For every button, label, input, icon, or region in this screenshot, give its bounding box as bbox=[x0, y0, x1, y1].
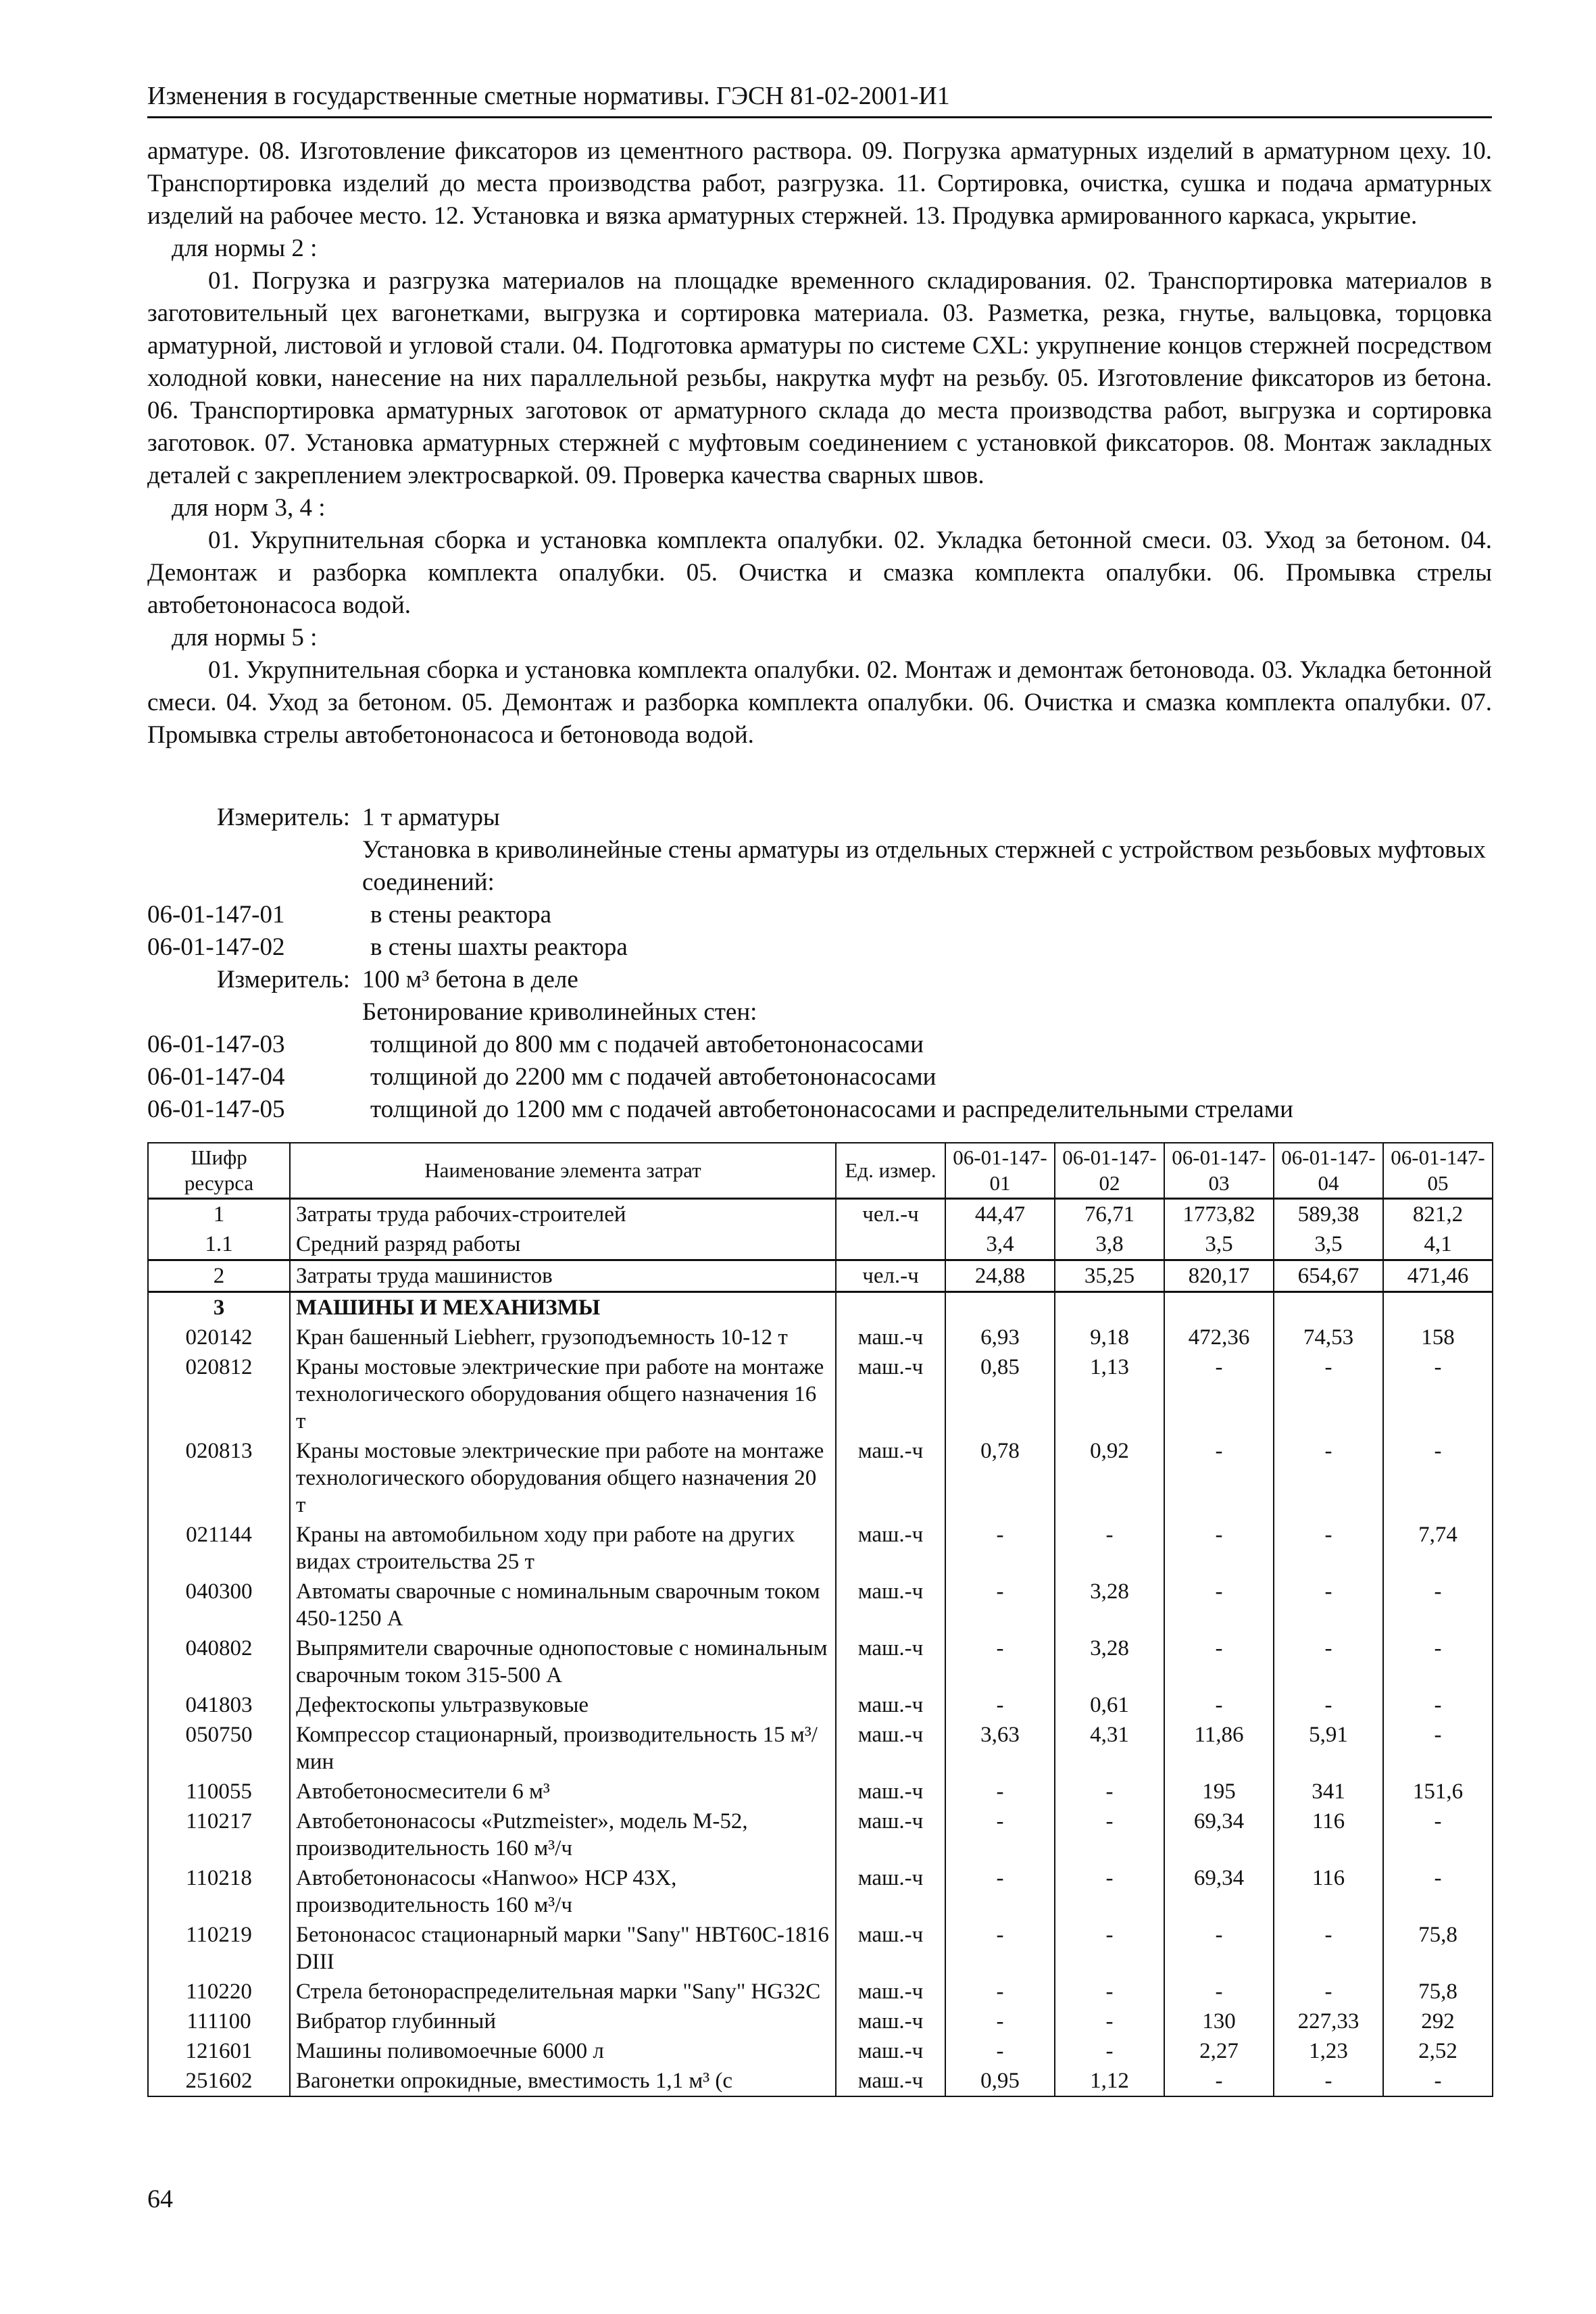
paragraph: 01. Укрупнительная сборка и установка комплекта опалубки. 02. Укладка бетонной смеси. 03. Уход за бетоном. 04. Демонтаж и разборка комплекта опалубки. 05. Очистка и смазка комплекта опалубки. 06. Промывка стрелы автобетононасоса водой. bbox=[147, 526, 1492, 619]
value-cell: - bbox=[1383, 1690, 1493, 1720]
unit-cell bbox=[836, 1292, 945, 1323]
table-row bbox=[148, 1777, 1493, 1806]
norm-label: для норм 3, 4 : bbox=[172, 494, 326, 522]
norm-code: 06-01-147-01 bbox=[147, 901, 285, 929]
resource-code-cell: 040300 bbox=[148, 1577, 290, 1633]
value-cell: - bbox=[1383, 2066, 1493, 2096]
unit-cell: маш.-ч bbox=[836, 1520, 945, 1577]
unit-cell: маш.-ч bbox=[836, 1690, 945, 1720]
value-cell: 292 bbox=[1383, 2007, 1493, 2036]
table-row bbox=[148, 1520, 1493, 1577]
value-cell: - bbox=[1383, 1436, 1493, 1520]
resource-code-cell: 020812 bbox=[148, 1352, 290, 1436]
value-cell: 3,4 bbox=[945, 1229, 1055, 1260]
unit-cell: маш.-ч bbox=[836, 1777, 945, 1806]
value-cell: 472,36 bbox=[1164, 1323, 1274, 1352]
resource-name-cell: Компрессор стационарный, производительность 15 м³/мин bbox=[290, 1720, 836, 1777]
value-cell: - bbox=[1383, 1577, 1493, 1633]
value-cell: - bbox=[1055, 1520, 1164, 1577]
resource-name-cell: Краны мостовые электрические при работе на монтаже технологического оборудования общего назначения 20 т bbox=[290, 1436, 836, 1520]
table-row bbox=[148, 1199, 1493, 1230]
unit-cell: маш.-ч bbox=[836, 1806, 945, 1863]
page-number: 64 bbox=[147, 2185, 173, 2213]
norm-row bbox=[147, 899, 1492, 931]
value-cell: 130 bbox=[1164, 2007, 1274, 2036]
value-cell: 7,74 bbox=[1383, 1520, 1493, 1577]
value-cell: 76,71 bbox=[1055, 1199, 1164, 1230]
measure-label: Измеритель: bbox=[216, 804, 350, 831]
norm-row bbox=[147, 1029, 1492, 1061]
value-cell: - bbox=[945, 1520, 1055, 1577]
resource-code-cell: 121601 bbox=[148, 2036, 290, 2066]
resource-code-cell: 110217 bbox=[148, 1806, 290, 1863]
value-cell: - bbox=[945, 1806, 1055, 1863]
resource-code-cell: 040802 bbox=[148, 1633, 290, 1690]
unit-cell: маш.-ч bbox=[836, 1577, 945, 1633]
value-cell: 1773,82 bbox=[1164, 1199, 1274, 1230]
unit-cell: маш.-ч bbox=[836, 1720, 945, 1777]
value-cell: - bbox=[945, 1690, 1055, 1720]
value-cell: 1,12 bbox=[1055, 2066, 1164, 2096]
norm-description: в стены реактора bbox=[370, 901, 552, 929]
unit-cell: маш.-ч bbox=[836, 1863, 945, 1920]
value-cell: 44,47 bbox=[945, 1199, 1055, 1230]
value-cell: 151,6 bbox=[1383, 1777, 1493, 1806]
measure-row bbox=[147, 964, 1492, 996]
unit-cell: маш.-ч bbox=[836, 1920, 945, 1977]
table-row bbox=[148, 1977, 1493, 2007]
norm-code: 06-01-147-04 bbox=[147, 1063, 285, 1091]
value-cell: 821,2 bbox=[1383, 1199, 1493, 1230]
resource-name-cell: Бетононасос стационарный марки "Sany" HBT60C-1816 DIII bbox=[290, 1920, 836, 1977]
value-cell: 0,92 bbox=[1055, 1436, 1164, 1520]
value-cell bbox=[1164, 1292, 1274, 1323]
table-row bbox=[148, 1633, 1493, 1690]
resource-code-cell: 041803 bbox=[148, 1690, 290, 1720]
value-cell: - bbox=[1383, 1863, 1493, 1920]
value-cell: 2,52 bbox=[1383, 2036, 1493, 2066]
measure-title-row bbox=[147, 834, 1492, 899]
value-cell: - bbox=[1274, 1920, 1383, 1977]
unit-cell: маш.-ч bbox=[836, 2036, 945, 2066]
measure-title: Бетонирование криволинейных стен: bbox=[362, 998, 757, 1026]
value-cell: - bbox=[1055, 1977, 1164, 2007]
value-cell: 35,25 bbox=[1055, 1260, 1164, 1292]
resource-code-cell: 251602 bbox=[148, 2066, 290, 2096]
resource-code-cell: 021144 bbox=[148, 1520, 290, 1577]
value-cell: - bbox=[1164, 1436, 1274, 1520]
value-cell: 4,31 bbox=[1055, 1720, 1164, 1777]
value-cell: - bbox=[1055, 1777, 1164, 1806]
value-cell: - bbox=[1274, 1520, 1383, 1577]
measure-label: Измеритель: bbox=[216, 966, 350, 993]
value-cell: 0,85 bbox=[945, 1352, 1055, 1436]
value-cell: - bbox=[1164, 1977, 1274, 2007]
value-cell: - bbox=[1055, 2036, 1164, 2066]
value-cell: - bbox=[1274, 1436, 1383, 1520]
value-cell: - bbox=[1274, 2066, 1383, 2096]
resource-name-cell: Автоматы сварочные с номинальным сварочным током 450-1250 А bbox=[290, 1577, 836, 1633]
value-cell: 74,53 bbox=[1274, 1323, 1383, 1352]
table-header-row bbox=[148, 1143, 1493, 1199]
norm-code: 06-01-147-05 bbox=[147, 1096, 285, 1123]
value-cell: - bbox=[945, 1577, 1055, 1633]
value-cell: 1,13 bbox=[1055, 1352, 1164, 1436]
value-cell: 24,88 bbox=[945, 1260, 1055, 1292]
value-cell: - bbox=[1274, 1577, 1383, 1633]
table-row bbox=[148, 1806, 1493, 1863]
table-row bbox=[148, 1260, 1493, 1292]
value-cell: - bbox=[1164, 1920, 1274, 1977]
resource-name-cell: Автобетоносмесители 6 м³ bbox=[290, 1777, 836, 1806]
value-cell: - bbox=[1164, 1690, 1274, 1720]
resource-code-cell: 1.1 bbox=[148, 1229, 290, 1260]
value-cell: - bbox=[1164, 1352, 1274, 1436]
norm-description: толщиной до 800 мм с подачей автобетононасосами bbox=[370, 1031, 924, 1058]
value-cell: - bbox=[945, 1863, 1055, 1920]
measure-title: Установка в криволинейные стены арматуры из отдельных стержней с устройством резьбовых муфтовых соединений: bbox=[362, 836, 1486, 896]
measures-block bbox=[147, 802, 1492, 1126]
header-cell: 06-01-147-01 bbox=[945, 1143, 1055, 1199]
value-cell: 11,86 bbox=[1164, 1720, 1274, 1777]
value-cell: - bbox=[1164, 1633, 1274, 1690]
table-row bbox=[148, 1229, 1493, 1260]
table-row bbox=[148, 1863, 1493, 1920]
header-cell: Шифр ресурса bbox=[148, 1143, 290, 1199]
value-cell: 471,46 bbox=[1383, 1260, 1493, 1292]
table-row bbox=[148, 1323, 1493, 1352]
work-description bbox=[147, 135, 1492, 752]
value-cell: 116 bbox=[1274, 1806, 1383, 1863]
value-cell: 69,34 bbox=[1164, 1863, 1274, 1920]
resource-code-cell: 110219 bbox=[148, 1920, 290, 1977]
value-cell: - bbox=[945, 1633, 1055, 1690]
table-body bbox=[148, 1199, 1493, 2097]
table-row bbox=[148, 1720, 1493, 1777]
value-cell: - bbox=[945, 2036, 1055, 2066]
value-cell: 5,91 bbox=[1274, 1720, 1383, 1777]
norm-label: для нормы 5 : bbox=[172, 624, 318, 651]
value-cell: - bbox=[1383, 1633, 1493, 1690]
value-cell: 3,63 bbox=[945, 1720, 1055, 1777]
value-cell: - bbox=[1055, 2007, 1164, 2036]
value-cell: - bbox=[1055, 1806, 1164, 1863]
unit-cell: маш.-ч bbox=[836, 1977, 945, 2007]
paragraph: арматуре. 08. Изготовление фиксаторов из цементного раствора. 09. Погрузка арматурных изделий в арматурном цеху. 10. Транспортировка изделий до места производства работ, разгрузка. 11. Сортировка, очистка, сушка и подача арматурных изделий на рабочее место. 12. Установка и вязка арматурных стержней. 13. Продувка армированного каркаса, укрытие. bbox=[147, 137, 1492, 230]
table-row bbox=[148, 1352, 1493, 1436]
header-cell: Ед. измер. bbox=[836, 1143, 945, 1199]
value-cell: - bbox=[945, 2007, 1055, 2036]
header-cell: 06-01-147-04 bbox=[1274, 1143, 1383, 1199]
header-cell: Наименование элемента затрат bbox=[290, 1143, 836, 1199]
resource-table-wrap bbox=[147, 1142, 1492, 2097]
value-cell: 158 bbox=[1383, 1323, 1493, 1352]
value-cell: - bbox=[945, 1977, 1055, 2007]
norm-row bbox=[147, 931, 1492, 964]
value-cell: 6,93 bbox=[945, 1323, 1055, 1352]
resource-name-cell: Выпрямители сварочные однопостовые с номинальным сварочным током 315-500 А bbox=[290, 1633, 836, 1690]
paragraph: 01. Укрупнительная сборка и установка комплекта опалубки. 02. Монтаж и демонтаж бетоновода. 03. Укладка бетонной смеси. 04. Уход за бетоном. 05. Демонтаж и разборка комплекта опалубки. 06. Очистка и смазка комплекта опалубки. 07. Промывка стрелы автобетононасоса и бетоновода водой. bbox=[147, 656, 1492, 749]
unit-cell: маш.-ч bbox=[836, 1633, 945, 1690]
value-cell: - bbox=[1383, 1806, 1493, 1863]
resource-name-cell: Затраты труда рабочих-строителей bbox=[290, 1199, 836, 1230]
value-cell: 0,61 bbox=[1055, 1690, 1164, 1720]
value-cell: 3,5 bbox=[1164, 1229, 1274, 1260]
unit-cell: маш.-ч bbox=[836, 2066, 945, 2096]
value-cell bbox=[945, 1292, 1055, 1323]
value-cell: 2,27 bbox=[1164, 2036, 1274, 2066]
value-cell: - bbox=[1164, 1520, 1274, 1577]
table-row bbox=[148, 1577, 1493, 1633]
table-row bbox=[148, 2007, 1493, 2036]
resource-name-cell: Краны мостовые электрические при работе на монтаже технологического оборудования общего назначения 16 т bbox=[290, 1352, 836, 1436]
table-row bbox=[148, 2066, 1493, 2096]
table-row bbox=[148, 1920, 1493, 1977]
value-cell: 0,95 bbox=[945, 2066, 1055, 2096]
unit-cell: чел.-ч bbox=[836, 1260, 945, 1292]
resource-name-cell: Автобетононасосы «Putzmeister», модель М-52, производительность 160 м³/ч bbox=[290, 1806, 836, 1863]
norm-description: толщиной до 2200 мм с подачей автобетононасосами bbox=[370, 1063, 937, 1091]
resource-name-cell: Краны на автомобильном ходу при работе на других видах строительства 25 т bbox=[290, 1520, 836, 1577]
value-cell: - bbox=[1274, 1633, 1383, 1690]
value-cell: 195 bbox=[1164, 1777, 1274, 1806]
norm-row bbox=[147, 1093, 1492, 1126]
resource-name-cell: Стрела бетонораспределительная марки "Sany" HG32C bbox=[290, 1977, 836, 2007]
value-cell: 820,17 bbox=[1164, 1260, 1274, 1292]
norm-description: в стены шахты реактора bbox=[370, 933, 628, 961]
value-cell: 9,18 bbox=[1055, 1323, 1164, 1352]
value-cell: 589,38 bbox=[1274, 1199, 1383, 1230]
running-header: Изменения в государственные сметные нормативы. ГЭСН 81-02-2001-И1 bbox=[147, 82, 950, 110]
resource-code-cell: 020142 bbox=[148, 1323, 290, 1352]
unit-cell: маш.-ч bbox=[836, 2007, 945, 2036]
value-cell: 116 bbox=[1274, 1863, 1383, 1920]
value-cell bbox=[1383, 1292, 1493, 1323]
value-cell: 3,5 bbox=[1274, 1229, 1383, 1260]
resource-name-cell: Средний разряд работы bbox=[290, 1229, 836, 1260]
resource-code-cell: 110220 bbox=[148, 1977, 290, 2007]
unit-cell: чел.-ч bbox=[836, 1199, 945, 1230]
norm-row bbox=[147, 1061, 1492, 1093]
resource-name-cell: Машины поливомоечные 6000 л bbox=[290, 2036, 836, 2066]
resource-code-cell: 3 bbox=[148, 1292, 290, 1323]
value-cell: 227,33 bbox=[1274, 2007, 1383, 2036]
header-cell: 06-01-147-03 bbox=[1164, 1143, 1274, 1199]
unit-cell: маш.-ч bbox=[836, 1436, 945, 1520]
paragraph: 01. Погрузка и разгрузка материалов на площадке временного складирования. 02. Транспортировка материалов в заготовительный цех вагонетками, выгрузка и сортировка материала. 03. Разметка, резка, гнутье, вальцовка, торцовка арматурной, листовой и угловой стали. 04. Подготовка арматуры по системе CXL: укрупнение концов стержней посредством холодной ковки, нанесение на них параллельной резьбы, накрутка муфт на резьбу. 05. Изготовление фиксаторов из бетона. 06. Транспортировка арматурных заготовок от арматурного склада до места производства работ, выгрузка и сортировка заготовок. 07. Установка арматурных стержней с муфтовым соединением с установкой фиксаторов. 08. Монтаж закладных деталей с закреплением электросваркой. 09. Проверка качества сварных швов. bbox=[147, 267, 1492, 489]
header-cell: 06-01-147-05 bbox=[1383, 1143, 1493, 1199]
value-cell: - bbox=[1274, 1352, 1383, 1436]
header-cell: 06-01-147-02 bbox=[1055, 1143, 1164, 1199]
value-cell: - bbox=[1383, 1720, 1493, 1777]
resource-code-cell: 111100 bbox=[148, 2007, 290, 2036]
norm-code: 06-01-147-02 bbox=[147, 933, 285, 961]
value-cell bbox=[1274, 1292, 1383, 1323]
value-cell: - bbox=[1164, 2066, 1274, 2096]
value-cell: - bbox=[945, 1777, 1055, 1806]
value-cell: 3,28 bbox=[1055, 1577, 1164, 1633]
resource-name-cell: Вибратор глубинный bbox=[290, 2007, 836, 2036]
value-cell: - bbox=[1055, 1863, 1164, 1920]
measure-title-row bbox=[147, 996, 1492, 1029]
value-cell: 3,28 bbox=[1055, 1633, 1164, 1690]
unit-cell bbox=[836, 1229, 945, 1260]
resource-code-cell: 110218 bbox=[148, 1863, 290, 1920]
value-cell: - bbox=[1383, 1352, 1493, 1436]
table-row bbox=[148, 2036, 1493, 2066]
value-cell: 75,8 bbox=[1383, 1977, 1493, 2007]
resource-code-cell: 050750 bbox=[148, 1720, 290, 1777]
value-cell: 4,1 bbox=[1383, 1229, 1493, 1260]
measure-value: 100 м³ бетона в деле bbox=[362, 966, 578, 993]
measure-value: 1 т арматуры bbox=[362, 804, 500, 831]
value-cell: 0,78 bbox=[945, 1436, 1055, 1520]
table-row bbox=[148, 1436, 1493, 1520]
resource-name-cell: МАШИНЫ И МЕХАНИЗМЫ bbox=[290, 1292, 836, 1323]
resource-table bbox=[147, 1142, 1493, 2097]
resource-name-cell: Кран башенный Liebherr, грузоподъемность 10-12 т bbox=[290, 1323, 836, 1352]
resource-name-cell: Вагонетки опрокидные, вместимость 1,1 м³ (с bbox=[290, 2066, 836, 2096]
resource-code-cell: 110055 bbox=[148, 1777, 290, 1806]
value-cell: 69,34 bbox=[1164, 1806, 1274, 1863]
unit-cell: маш.-ч bbox=[836, 1323, 945, 1352]
resource-name-cell: Автобетононасосы «Hanwoo» HCP 43X, производительность 160 м³/ч bbox=[290, 1863, 836, 1920]
value-cell: - bbox=[1055, 1920, 1164, 1977]
resource-name-cell: Дефектоскопы ультразвуковые bbox=[290, 1690, 836, 1720]
value-cell: - bbox=[1274, 1690, 1383, 1720]
resource-code-cell: 2 bbox=[148, 1260, 290, 1292]
norm-label: для нормы 2 : bbox=[172, 235, 318, 262]
resource-name-cell: Затраты труда машинистов bbox=[290, 1260, 836, 1292]
value-cell: 1,23 bbox=[1274, 2036, 1383, 2066]
value-cell: - bbox=[945, 1920, 1055, 1977]
unit-cell: маш.-ч bbox=[836, 1352, 945, 1436]
table-row bbox=[148, 1292, 1493, 1323]
value-cell: 341 bbox=[1274, 1777, 1383, 1806]
measure-row bbox=[147, 802, 1492, 834]
resource-code-cell: 1 bbox=[148, 1199, 290, 1230]
value-cell bbox=[1055, 1292, 1164, 1323]
value-cell: - bbox=[1164, 1577, 1274, 1633]
value-cell: 654,67 bbox=[1274, 1260, 1383, 1292]
value-cell: 3,8 bbox=[1055, 1229, 1164, 1260]
norm-code: 06-01-147-03 bbox=[147, 1031, 285, 1058]
table-row bbox=[148, 1690, 1493, 1720]
value-cell: 75,8 bbox=[1383, 1920, 1493, 1977]
resource-code-cell: 020813 bbox=[148, 1436, 290, 1520]
header-rule bbox=[147, 116, 1492, 118]
value-cell: - bbox=[1274, 1977, 1383, 2007]
norm-description: толщиной до 1200 мм с подачей автобетононасосами и распределительными стрелами bbox=[370, 1096, 1293, 1123]
